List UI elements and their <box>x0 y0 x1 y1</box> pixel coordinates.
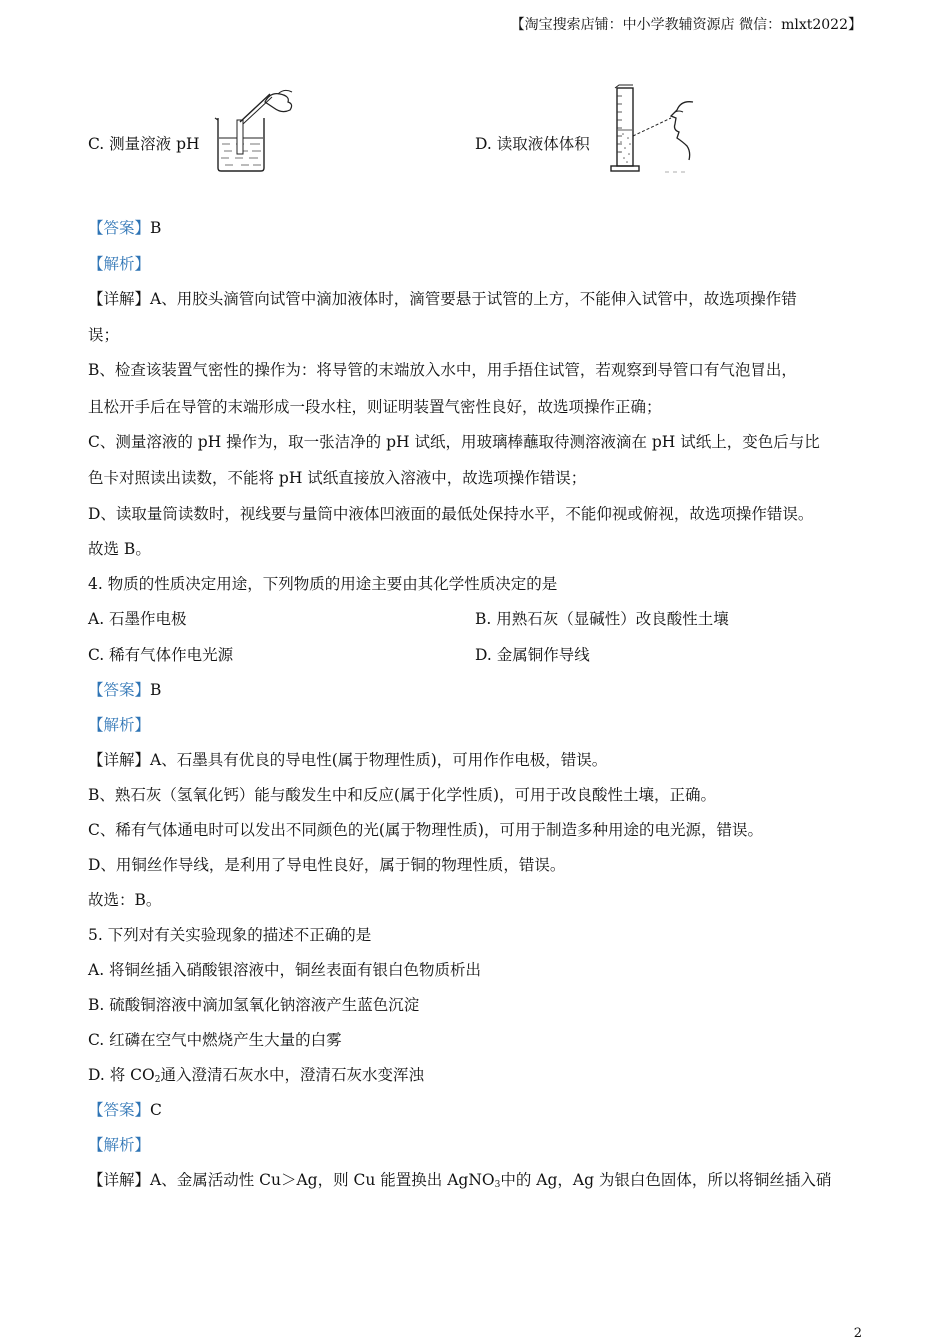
q4-option-c: C. 稀有气体作电光源 <box>88 646 234 664</box>
q4-option-d: D. 金属铜作导线 <box>475 646 590 664</box>
detail-tag: 【详解】 <box>88 751 151 769</box>
q5-analysis-tag: 【解析】 <box>88 1136 151 1154</box>
graduated-cylinder-figure <box>605 84 705 176</box>
q3-option-c: C. 测量溶液 pH <box>88 135 200 153</box>
answer-tag: 【答案】 <box>88 219 151 237</box>
q3-detail-c: C、测量溶液的 pH 操作为，取一张洁净的 pH 试纸，用玻璃棒蘸取待测溶液滴在 pH 试纸上，变色后与比 <box>88 433 820 451</box>
q3-answer <box>88 216 161 238</box>
q4-detail-a <box>88 748 607 770</box>
answer-value: B <box>150 681 162 699</box>
q3-detail-b: B、检查该装置气密性的操作为：将导管的末端放入水中，用手捂住试管，若观察到导管口有气泡冒出， <box>88 361 797 379</box>
q4-option-a: A. 石墨作电极 <box>88 610 187 628</box>
q3-conclusion: 故选 B。 <box>88 540 151 558</box>
q4-answer <box>88 678 161 700</box>
answer-tag: 【答案】 <box>88 681 151 699</box>
q4-detail-c: C、稀有气体通电时可以发出不同颜色的光(属于物理性质)，可用于制造多种用途的电光源，错误。 <box>88 821 763 839</box>
q3-detail-d: D、读取量筒读数时，视线要与量筒中液体凹液面的最低处保持水平，不能仰视或俯视，故选项操作错误。 <box>88 505 814 523</box>
subscript: 3 <box>494 1180 501 1190</box>
detail-text: 中的 Ag，Ag 为银白色固体，所以将铜丝插入硝 <box>500 1171 832 1189</box>
detail-text: A、用胶头滴管向试管中滴加液体时，滴管要悬于试管的上方，不能伸入试管中，故选项操作错 <box>150 290 797 308</box>
q5-option-d <box>88 1063 424 1085</box>
q4-detail-b: B、熟石灰（氢氧化钙）能与酸发生中和反应(属于化学性质)，可用于改良酸性土壤，正确。 <box>88 786 716 804</box>
answer-value: B <box>150 219 162 237</box>
q5-answer <box>88 1098 162 1120</box>
q3-analysis-tag: 【解析】 <box>88 255 151 273</box>
page-number: 2 <box>853 1326 862 1341</box>
q3-detail-c-cont: 色卡对照读出读数，不能将 pH 试纸直接放入溶液中，故选项操作错误； <box>88 469 587 487</box>
detail-text: A、石墨具有优良的导电性(属于物理性质)，可用作作电极，错误。 <box>150 751 608 769</box>
q5-question: 5. 下列对有关实验现象的描述不正确的是 <box>88 926 372 944</box>
answer-tag: 【答案】 <box>88 1101 151 1119</box>
answer-value: C <box>150 1101 162 1119</box>
q5-option-c: C. 红磷在空气中燃烧产生大量的白雾 <box>88 1031 342 1049</box>
ph-test-figure <box>210 88 300 174</box>
option-text: 通入澄清石灰水中，澄清石灰水变浑浊 <box>160 1066 424 1084</box>
detail-text: A、金属活动性 Cu＞Ag，则 Cu 能置换出 AgNO <box>150 1171 495 1189</box>
q4-question: 4. 物质的性质决定用途，下列物质的用途主要由其化学性质决定的是 <box>88 575 558 593</box>
q4-conclusion: 故选：B。 <box>88 891 162 909</box>
q4-analysis-tag: 【解析】 <box>88 716 151 734</box>
detail-tag: 【详解】 <box>88 290 151 308</box>
page-header: 【淘宝搜索店铺：中小学教辅资源店 微信：mlxt2022】 <box>510 17 862 33</box>
q3-detail-a-cont: 误； <box>88 326 120 344</box>
q3-option-d: D. 读取液体体积 <box>475 135 590 153</box>
q5-option-a: A. 将铜丝插入硝酸银溶液中，铜丝表面有银白色物质析出 <box>88 961 482 979</box>
subscript: 2 <box>154 1075 161 1085</box>
option-text: D. 将 CO <box>88 1066 155 1084</box>
q5-detail-a <box>88 1168 831 1190</box>
q4-option-b: B. 用熟石灰（显碱性）改良酸性土壤 <box>475 610 729 628</box>
q4-detail-d: D、用铜丝作导线，是利用了导电性良好，属于铜的物理性质，错误。 <box>88 856 566 874</box>
q3-detail-a <box>88 287 797 309</box>
detail-tag: 【详解】 <box>88 1171 151 1189</box>
q3-detail-b-cont: 且松开手后在导管的末端形成一段水柱，则证明装置气密性良好，故选项操作正确； <box>88 398 662 416</box>
q5-option-b: B. 硫酸铜溶液中滴加氢氧化钠溶液产生蓝色沉淀 <box>88 996 420 1014</box>
